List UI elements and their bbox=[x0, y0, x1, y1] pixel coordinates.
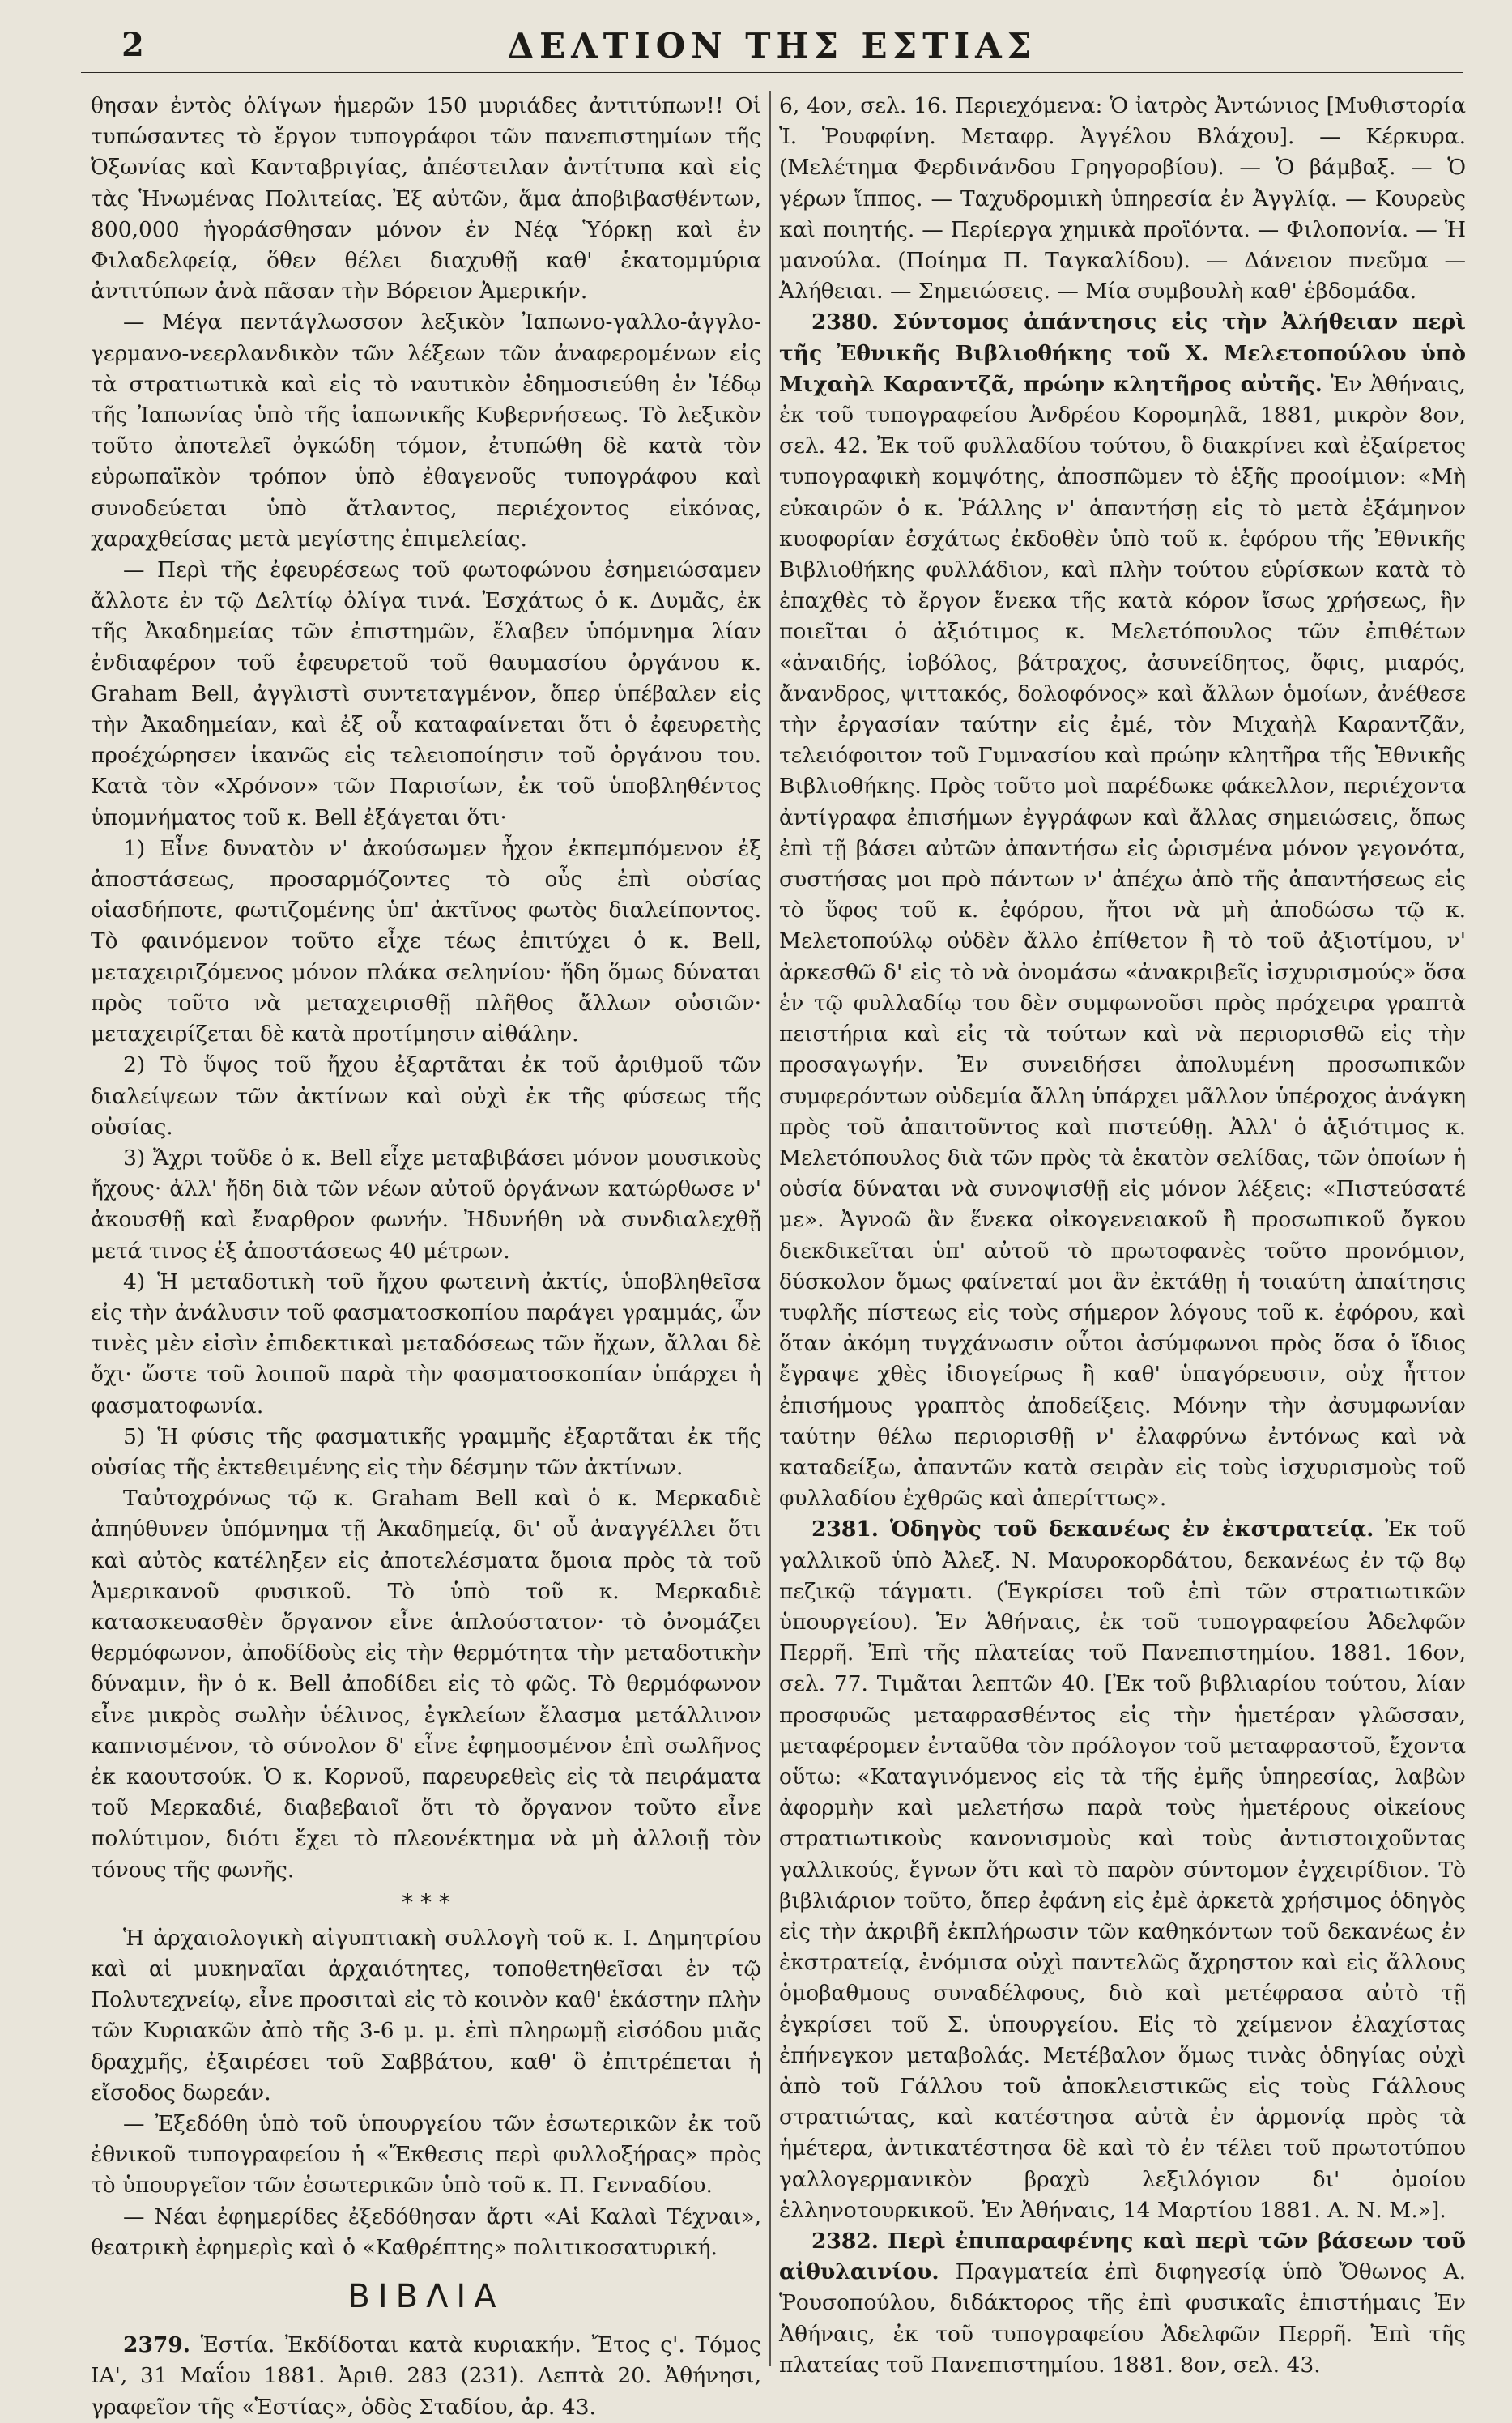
page-header bbox=[81, 18, 1463, 66]
entry-title: Σύντομος ἀπάντησις εἰς τὴν Ἀλήθειαν περὶ τῆς Ἐθνικῆς Βιβλιοθήκης τοῦ Χ. Μελετοπούλου ὑπὸ Μιχαὴλ Καραντζᾶ, πρώην κλητῆρος αὐτῆς. bbox=[779, 309, 1466, 397]
paragraph: θησαν ἐντὸς ὀλίγων ἡμερῶν 150 μυριάδες ἀντιτύπων!! Οἱ τυπώσαντες τὸ ἔργον τυπογράφοι τῶν πανεπιστημίων τῆς Ὀξωνίας καὶ Κανταβριγίας, ἀπέστειλαν ἀντίτυπα καὶ εἰς τὰς Ἡνωμένας Πολιτείας. Ἐξ αὐτῶν, ἅμα ἀποβιβασθέντων, 800,000 ἠγοράσθησαν μόνον ἐν Νέᾳ Ὑόρκῃ καὶ ἐν Φιλαδελφείᾳ, ὅθεν θέλει διαχυθῇ καθ' ἑκατομμύρια ἀντιτύπων ἀνὰ πᾶσαν τὴν Βόρειον Ἀμερικήν. bbox=[91, 93, 761, 305]
column-divider bbox=[769, 91, 771, 2366]
paragraph: 3) Ἄχρι τοῦδε ὁ κ. Bell εἶχε μεταβιβάσει μόνον μουσικοὺς ἤχους· ἀλλ' ἤδη διὰ τῶν νέων αὐτοῦ ὀργάνων κατώρθωσε ν' ἀκουσθῇ καὶ ἔναρθρον φωνήν. Ἠδυνήθη νὰ συνδιαλεχθῇ μετά τινος ἐξ ἀποστάσεως 40 μέτρων. bbox=[91, 1145, 761, 1264]
paragraph: Ταὐτοχρόνως τῷ κ. Graham Bell καὶ ὁ κ. Μερκαδιὲ ἀπηύθυνεν ὑπόμνημα τῇ Ἀκαδημείᾳ, δι' οὗ ἀναγγέλλει ὅτι καὶ αὐτὸς κατέληξεν εἰς ἀποτελέσματα ὅμοια πρὸς τὰ τοῦ Ἀμερικανοῦ φυσικοῦ. Τὸ ὑπὸ τοῦ κ. Μερκαδιὲ κατασκευασθὲν ὄργανον εἶνε ἁπλούστατον· τὸ ὀνομάζει θερμόφωνον, ἀποδίδοὺς εἰς τὴν θερμότητα τὴν μεταδοτικὴν δύναμιν, ἣν ὁ κ. Bell ἀποδίδει εἰς τὸ φῶς. Τὸ θερμόφωνον εἶνε μικρὸς σωλὴν ὑέλινος, ἐγκλείων ἔλασμα μετάλλινον καπνισμένον, τὸ σύνολον δ' εἶνε ἐφημοσμένον ἐπὶ σωλῆνος ἐκ καουτσούκ. Ὁ κ. Κορνοῦ, παρευρεθεὶς εἰς τὰ πειράματα τοῦ Μερκαδιέ, διαβεβαιοῖ ὅτι τὸ ὄργανον τοῦτο εἶνε πολύτιμον, διότι ἔχει τὸ πλεονέκτημα νὰ μὴ ἀλλοιῇ τὸν τόνους τῆς φωνῆς. bbox=[91, 1486, 761, 1883]
paragraph: 2) Τὸ ὕψος τοῦ ἤχου ἐξαρτᾶται ἐκ τοῦ ἀριθμοῦ τῶν διαλείψεων τῶν ἀκτίνων καὶ οὐχὶ ἐκ τῆς φύσεως τῆς οὐσίας. bbox=[91, 1052, 761, 1140]
entry-text: Ἐν Ἀθήναις, ἐκ τοῦ τυπογραφείου Ἀνδρέου Κορομηλᾶ, 1881, μικρὸν 8ον, σελ. 42. Ἐκ τοῦ φυλλαδίου τούτου, ὃ διακρίνει καὶ ἐξαίρετος τυπογραφικὴ κομψότης, ἀποσπῶμεν τὸ ἑξῆς προοίμιον: «Μὴ εὐκαιρῶν ὁ κ. Ῥάλλης ν' ἀπαντήσῃ εἰς τὸ μετὰ ἐξάμηνον κυοφορίαν ἐσχάτως ἐκδοθὲν ὑπὸ τοῦ κ. ἐφόρου τῆς Ἐθνικῆς Βιβλιοθήκης φυλλάδιον, καὶ πλὴν τούτου εὑρίσκων κατὰ τὸ ἐπαχθὲς τὸ ἔργον ἕνεκα τῆς κατὰ κόρον ἴσως χρήσεως, ἣν ποιεῖται ὁ ἀξιότιμος κ. Μελετόπουλος τῶν ἐπιθέτων «ἀναιδής, ἰοβόλος, βάτραχος, ἀσυνείδητος, ὄφις, μιαρός, ἄνανδρος, ψιττακός, δολοφόνος» καὶ ἄλλων ὁμοίων, ἀνέθεσε τὴν ἐργασίαν ταύτην εἰς ἐμέ, τὸν Μιχαὴλ Καραντζᾶν, τελειόφοιτον τοῦ Γυμνασίου καὶ πρώην κλητῆρα τῆς Ἐθνικῆς Βιβλιοθήκης. Πρὸς τοῦτο μοὶ παρέδωκε φάκελλον, περιέχοντα ἀντίγραφα ἐπισήμων ἐγγράφων καὶ ἄλλας σημειώσεις, ὅπως ἐπὶ τῇ βάσει αὐτῶν ἀπαντήσω εἰς ὡρισμένα μόνον γεγονότα, συστήσας μοι πρὸ πάντων ν' ἀπέχω ἀπὸ τῆς ἀπαντήσεως εἰς τὸ ὕφος τοῦ κ. ἐφόρου, ἤτοι νὰ μὴ ἀποδώσω τῷ κ. Μελετοπούλῳ οὐδὲν ἄλλο ἐπίθετον ἢ τὸ τοῦ ἀξιοτίμου, ν' ἀρκεσθῶ δ' εἰς τὸ νὰ ὀνομάσω «ἀνακριβεῖς ἰσχυρισμούς» ὅσα ἐν τῷ φυλλαδίῳ του δὲν συμφωνοῦσι πρὸς πρόχειρα γραπτὰ πειστήρια καὶ εἰς τὰ τούτων καὶ νὰ περιορισθῶ εἰς τὴν προσαγωγήν. Ἐν συνειδήσει ἀπολυμένη προσωπικῶν συμφερόντων οὐδεμία ἄλλη ὑπάρχει μᾶλλον ὑπέροχος ἀνάγκη πρὸς τοῦ ἀπαιτοῦντος καὶ πιστεύθῃ. Ἀλλ' ὁ ἀξιότιμος κ. Μελετόπουλος διὰ τῶν πρὸς τὰ ἑκατὸν σελίδας, τῶν ὁποίων ἡ οὐσία δύναται νὰ συνοψισθῇ εἰς μόνον λέξεις: «Πιστεύσατέ με». Ἀγνοῶ ἂν ἕνεκα οἰκογενειακοῦ ἢ προσωπικοῦ ὄγκου διεκδικεῖται ὑπ' αὐτοῦ τὸ πρωτοφανὲς τοῦτο προνόμιον, δύσκολον ὅμως φαίνεταί μοι ἂν ἐκτάθῃ ἡ τοιαύτη ἀπαίτησις τυφλῆς πίστεως εἰς τοὺς σήμερον λόγους τοῦ κ. ἐφόρου, καὶ ὅταν ἀκόμη τυγχάνωσιν οὗτοι ἀσύμφωνοι πρὸς ὅσα ὁ ἴδιος ἔγραψε χθὲς ἰδιογείρως ἢ καθ' ὑπαγόρευσιν, οὐχ ἧττον ἐπισήμους γραπτὸς ἀποδείξεις. Μόνην τὴν ἀσυμφωνίαν ταύτην θέλω περιορισθῇ ν' ἐλαφρύνω ἐντόνως καὶ νὰ καταδείξω, ἀπαντῶν κατὰ σειρὰν εἰς τοὺς ἰσχυρισμοὺς τοῦ φυλλαδίου ἐχθρῶς καὶ ἀπερίττως». bbox=[779, 371, 1466, 1512]
paragraph: 5) Ἡ φύσις τῆς φασματικῆς γραμμῆς ἐξαρτᾶται ἐκ τῆς οὐσίας τῆς ἐκτεθειμένης εἰς τὴν δέσμην τῶν ἀκτίνων. bbox=[91, 1423, 761, 1480]
left-column bbox=[91, 91, 761, 2420]
bibliography-entry bbox=[779, 307, 1466, 1514]
header-rule bbox=[81, 70, 1463, 73]
section-separator: * * * bbox=[402, 1888, 450, 1916]
paragraph: Ἡ ἀρχαιολογικὴ αἰγυπτιακὴ συλλογὴ τοῦ κ. Ι. Δημητρίου καὶ αἱ μυκηναῖαι ἀρχαιότητες, τοποθετηθεῖσαι ἐν τῷ Πολυτεχνείῳ, εἶνε προσιταὶ εἰς τὸ κοινὸν καθ' ἑκάστην πλὴν τῶν Κυριακῶν ἀπὸ τῆς 3-6 μ. μ. ἐπὶ πληρωμῇ εἰσόδου μιᾶς δραχμῆς, ἐξαιρέσει τοῦ Σαββάτου, καθ' ὃ ἐπιτρέπεται ἡ εἴσοδος δωρεάν. bbox=[91, 1925, 761, 2105]
entry-title: Περὶ ἐπιπαραφένης καὶ περὶ τῶν βάσεων τοῦ αἰθυλαινίου. bbox=[779, 2229, 1466, 2285]
paragraph: — Ἐξεδόθη ὑπὸ τοῦ ὑπουργείου τῶν ἐσωτερικῶν ἐκ τοῦ ἐθνικοῦ τυπογραφείου ἡ «Ἔκθεσις περὶ φυλλοξήρας» πρὸς τὸ ὑπουργεῖον τῶν ἐσωτερικῶν ὑπὸ τοῦ κ. Π. Γενναδίου. bbox=[91, 2111, 761, 2199]
paragraph: 1) Εἶνε δυνατὸν ν' ἀκούσωμεν ἦχον ἐκπεμπόμενον ἐξ ἀποστάσεως, προσαρμόζοντες τὸ οὖς ἐπὶ οὐσίας οἱασδήποτε, φωτιζομένης ὑπ' ἀκτῖνος φωτὸς διαλείποντος. Τὸ φαινόμενον τοῦτο εἶχε τέως ἐπιτύχει ὁ κ. Bell, μεταχειριζόμενος μόνον πλάκα σεληνίου· ἤδη ὅμως δύναται πρὸς τοῦτο νὰ μεταχειρισθῇ πλῆθος ἄλλων οὐσιῶν· μεταχειρίζεται δὲ κατὰ προτίμησιν αἰθάλην. bbox=[91, 835, 761, 1047]
paragraph: — Περὶ τῆς ἐφευρέσεως τοῦ φωτοφώνου ἐσημειώσαμεν ἄλλοτε ἐν τῷ Δελτίῳ ὀλίγα τινά. Ἐσχάτως ὁ κ. Δυμᾶς, ἐκ τῆς Ἀκαδημείας τῶν ἐπιστημῶν, ἔλαβεν ὑπόμνημα λίαν ἐνδιαφέρον τοῦ ἐφευρετοῦ τοῦ θαυμασίου ὀργάνου κ. Graham Bell, ἀγγλιστὶ συντεταγμένον, ὅπερ ὑπέβαλεν εἰς τὴν Ἀκαδημείαν, καὶ ἐξ οὗ καταφαίνεται ὅτι ὁ ἐφευρετὴς προέχώρησεν ἱκανῶς εἰς τελειοποίησιν τοῦ ὀργάνου του. Κατὰ τὸν «Χρόνον» τῶν Παρισίων, ἐκ τοῦ ὑποβληθέντος ὑπομνήματος τοῦ κ. Bell ἐξάγεται ὅτι· bbox=[91, 557, 761, 830]
entry-text: Ἑστία. Ἐκδίδοται κατὰ κυριακήν. Ἔτος ς'. Τόμος ΙΑ', 31 Μαΐου 1881. Ἀριθ. 283 (231). Λεπτὰ 20. Ἀθήνησι, γραφεῖον τῆς «Ἑστίας», ὁδὸς Σταδίου, ἀρ. 43. bbox=[91, 2332, 761, 2420]
entry-number: 2382. bbox=[811, 2229, 879, 2254]
paragraph: 4) Ἡ μεταδοτικὴ τοῦ ἤχου φωτεινὴ ἀκτίς, ὑποβληθεῖσα εἰς τὴν ἀνάλυσιν τοῦ φασματοσκοπίου παράγει γραμμάς, ὧν τινὲς μὲν εἰσὶν ἐπιδεκτικαὶ μεταδόσεως τῶν ἤχων, ἄλλαι δὲ ὄχι· ὥστε τοῦ λοιποῦ παρὰ τὴν φασματοσκοπίαν ὑπάρχει ἡ φασματοφωνία. bbox=[91, 1269, 761, 1418]
bibliography-entry bbox=[91, 2330, 761, 2423]
bibliography-entry bbox=[779, 2226, 1466, 2381]
entry-text: Ἐκ τοῦ γαλλικοῦ ὑπὸ Ἀλεξ. Ν. Μαυροκορδάτου, δεκανέως ἐν τῷ 8ῳ πεζικῷ τάγματι. (Ἐγκρίσει τοῦ ἐπὶ τῶν στρατιωτικῶν ὑπουργείου). Ἐν Ἀθήναις, ἐκ τοῦ τυπογραφείου Ἀδελφῶν Περρῆ. Ἐπὶ τῆς πλατείας τοῦ Πανεπιστημίου. 1881. 16ον, σελ. 77. Τιμᾶται λεπτῶν 40. [Ἐκ τοῦ βιβλιαρίου τούτου, λίαν προσφυῶς μεταφρασθέντος εἰς τὴν ἡμετέραν γλῶσσαν, μεταφέρομεν ἐνταῦθα τὸν πρόλογον τοῦ μεταφραστοῦ, ἔχοντα οὕτω: «Καταγινόμενος εἰς τὰ τῆς ἐμῆς ὑπηρεσίας, λαβὼν ἀφορμὴν καὶ μελετήσω παρὰ τοὺς ἡμετέρους οἰκείους στρατιωτικοὺς κανονισμοὺς καὶ τοὺς ἀντιστοιχοῦντας γαλλικούς, ἔγνων ὅτι καὶ τὸ παρὸν σύντομον ἐγχειρίδιον. Τὸ βιβλιάριον τοῦτο, ὅπερ ἐφάνη εἰς ἐμὲ ἀρκετὰ χρήσιμος ὁδηγὸς εἰς τὴν ἀκριβῆ ἐκπλήρωσιν τῶν καθηκόντων τοῦ δεκανέως ἐν ἐκστρατείᾳ, ἐνόμισα οὐχὶ παντελῶς ἄχρηστον καὶ εἰς ἄλλους ὁμοβαθμους συναδέλφους, διὸ καὶ μετέφρασα αὐτὸ τῇ ἐγκρίσει τοῦ Σ. ὑπουργείου. Εἰς τὸ χείμενον ἐλαχίστας ἐπήνεγκον μεταβολάς. Μετέβαλον ὅμως τινὰς ὁδηγίας οὐχὶ ἀπὸ τοῦ Γάλλου τοῦ ἀποκλειστικῶς εἰς τοὺς Γάλλους στρατιώτας, καὶ κατέστησα αὐτὰ ἐν ἁρμονίᾳ πρὸς τὰ ἡμέτερα, ἀντικατέστησα δὲ καὶ τὸ ἐν τέλει τοῦ πρωτοτύπου γαλλογερμανικὸν βραχὺ λεξιλόγιον δι' ὁμοίου ἑλληνοτουρκικοῦ. Ἐν Ἀθήναις, 14 Μαρτίου 1881. Α. Ν. Μ.»]. bbox=[779, 1517, 1466, 2223]
section-title: ΒΙΒΛΙΑ bbox=[347, 2278, 505, 2316]
entry-number: 2379. bbox=[123, 2332, 190, 2358]
entry-number: 2381. bbox=[811, 1517, 879, 1542]
running-head: ΔΕΛΤΙΟΝ ΤΗΣ ΕΣΤΙΑΣ bbox=[507, 26, 1037, 66]
paragraph: — Νέαι ἐφημερίδες ἐξεδόθησαν ἄρτι «Αἱ Καλαὶ Τέχναι», θεατρικὴ ἐφημερὶς καὶ ὁ «Καθρέπτης» πολιτικοσατυρική. bbox=[91, 2203, 761, 2260]
entry-title: Ὁδηγὸς τοῦ δεκανέως ἐν ἐκστρατείᾳ. bbox=[889, 1517, 1374, 1542]
entry-text: Πραγματεία ἐπὶ διφηγεσίᾳ ὑπὸ Ὄθωνος Α. Ῥουσοπούλου, διδάκτορος τῆς ἐπὶ φυσικαῖς ἐπιστήμαις Ἐν Ἀθήναις, ἐκ τοῦ τυπογραφείου Ἀδελφῶν Περρῆ. Ἐπὶ τῆς πλατείας τοῦ Πανεπιστημίου. 1881. 8ον, σελ. 43. bbox=[779, 2259, 1466, 2378]
paragraph: — Μέγα πεντάγλωσσον λεξικὸν Ἰαπωνο-γαλλο-ἀγγλο-γερμανο-νεερλανδικὸν τῶν λέξεων τῶν ἀναφερομένων εἰς τὰ στρατιωτικὰ καὶ εἰς τὸ ναυτικὸν ἐδημοσιεύθη ἐν Ἰέδῳ τῆς Ἰαπωνίας ὑπὸ τῆς ἰαπωνικῆς Κυβερνήσεως. Τὸ λεξικὸν τοῦτο ἀποτελεῖ ὀγκώδη τόμον, ἐτυπώθη δὲ κατὰ τὸν εὐρωπαϊκὸν τρόπον ὑπὸ ἐθαγενοῦς τυπογράφου καὶ συνοδεύεται ὑπὸ ἄτλαντος, περιέχοντος εἰκόνας, χαραχθείσας μετὰ μεγίστης ἐπιμελείας. bbox=[91, 309, 761, 552]
entry-number: 2380. bbox=[811, 309, 879, 335]
bibliography-entry bbox=[779, 1514, 1466, 2226]
right-column bbox=[779, 91, 1466, 2378]
paragraph: 6, 4ον, σελ. 16. Περιεχόμενα: Ὁ ἰατρὸς Ἀντώνιος [Μυθιστορία Ἰ. Ῥουφφίνη. Μεταφρ. Ἀγγέλου Βλάχου]. — Κέρκυρα. (Μελέτημα Φερδινάνδου Γρηγοροβίου). — Ὁ βάμβαξ. — Ὁ γέρων ἵππος. — Ταχυδρομικὴ ὑπηρεσία ἐν Ἀγγλίᾳ. — Κουρεὺς καὶ ποιητής. — Περίεργα χημικὰ προϊόντα. — Φιλοπονία. — Ἡ μανούλα. (Ποίημα Π. Ταγκαλίδου). — Δάνειον πνεῦμα — Ἀλήθειαι. — Σημειώσεις. — Μία συμβουλὴ καθ' ἑβδομάδα. bbox=[779, 93, 1466, 305]
page-number: 2 bbox=[121, 26, 144, 64]
